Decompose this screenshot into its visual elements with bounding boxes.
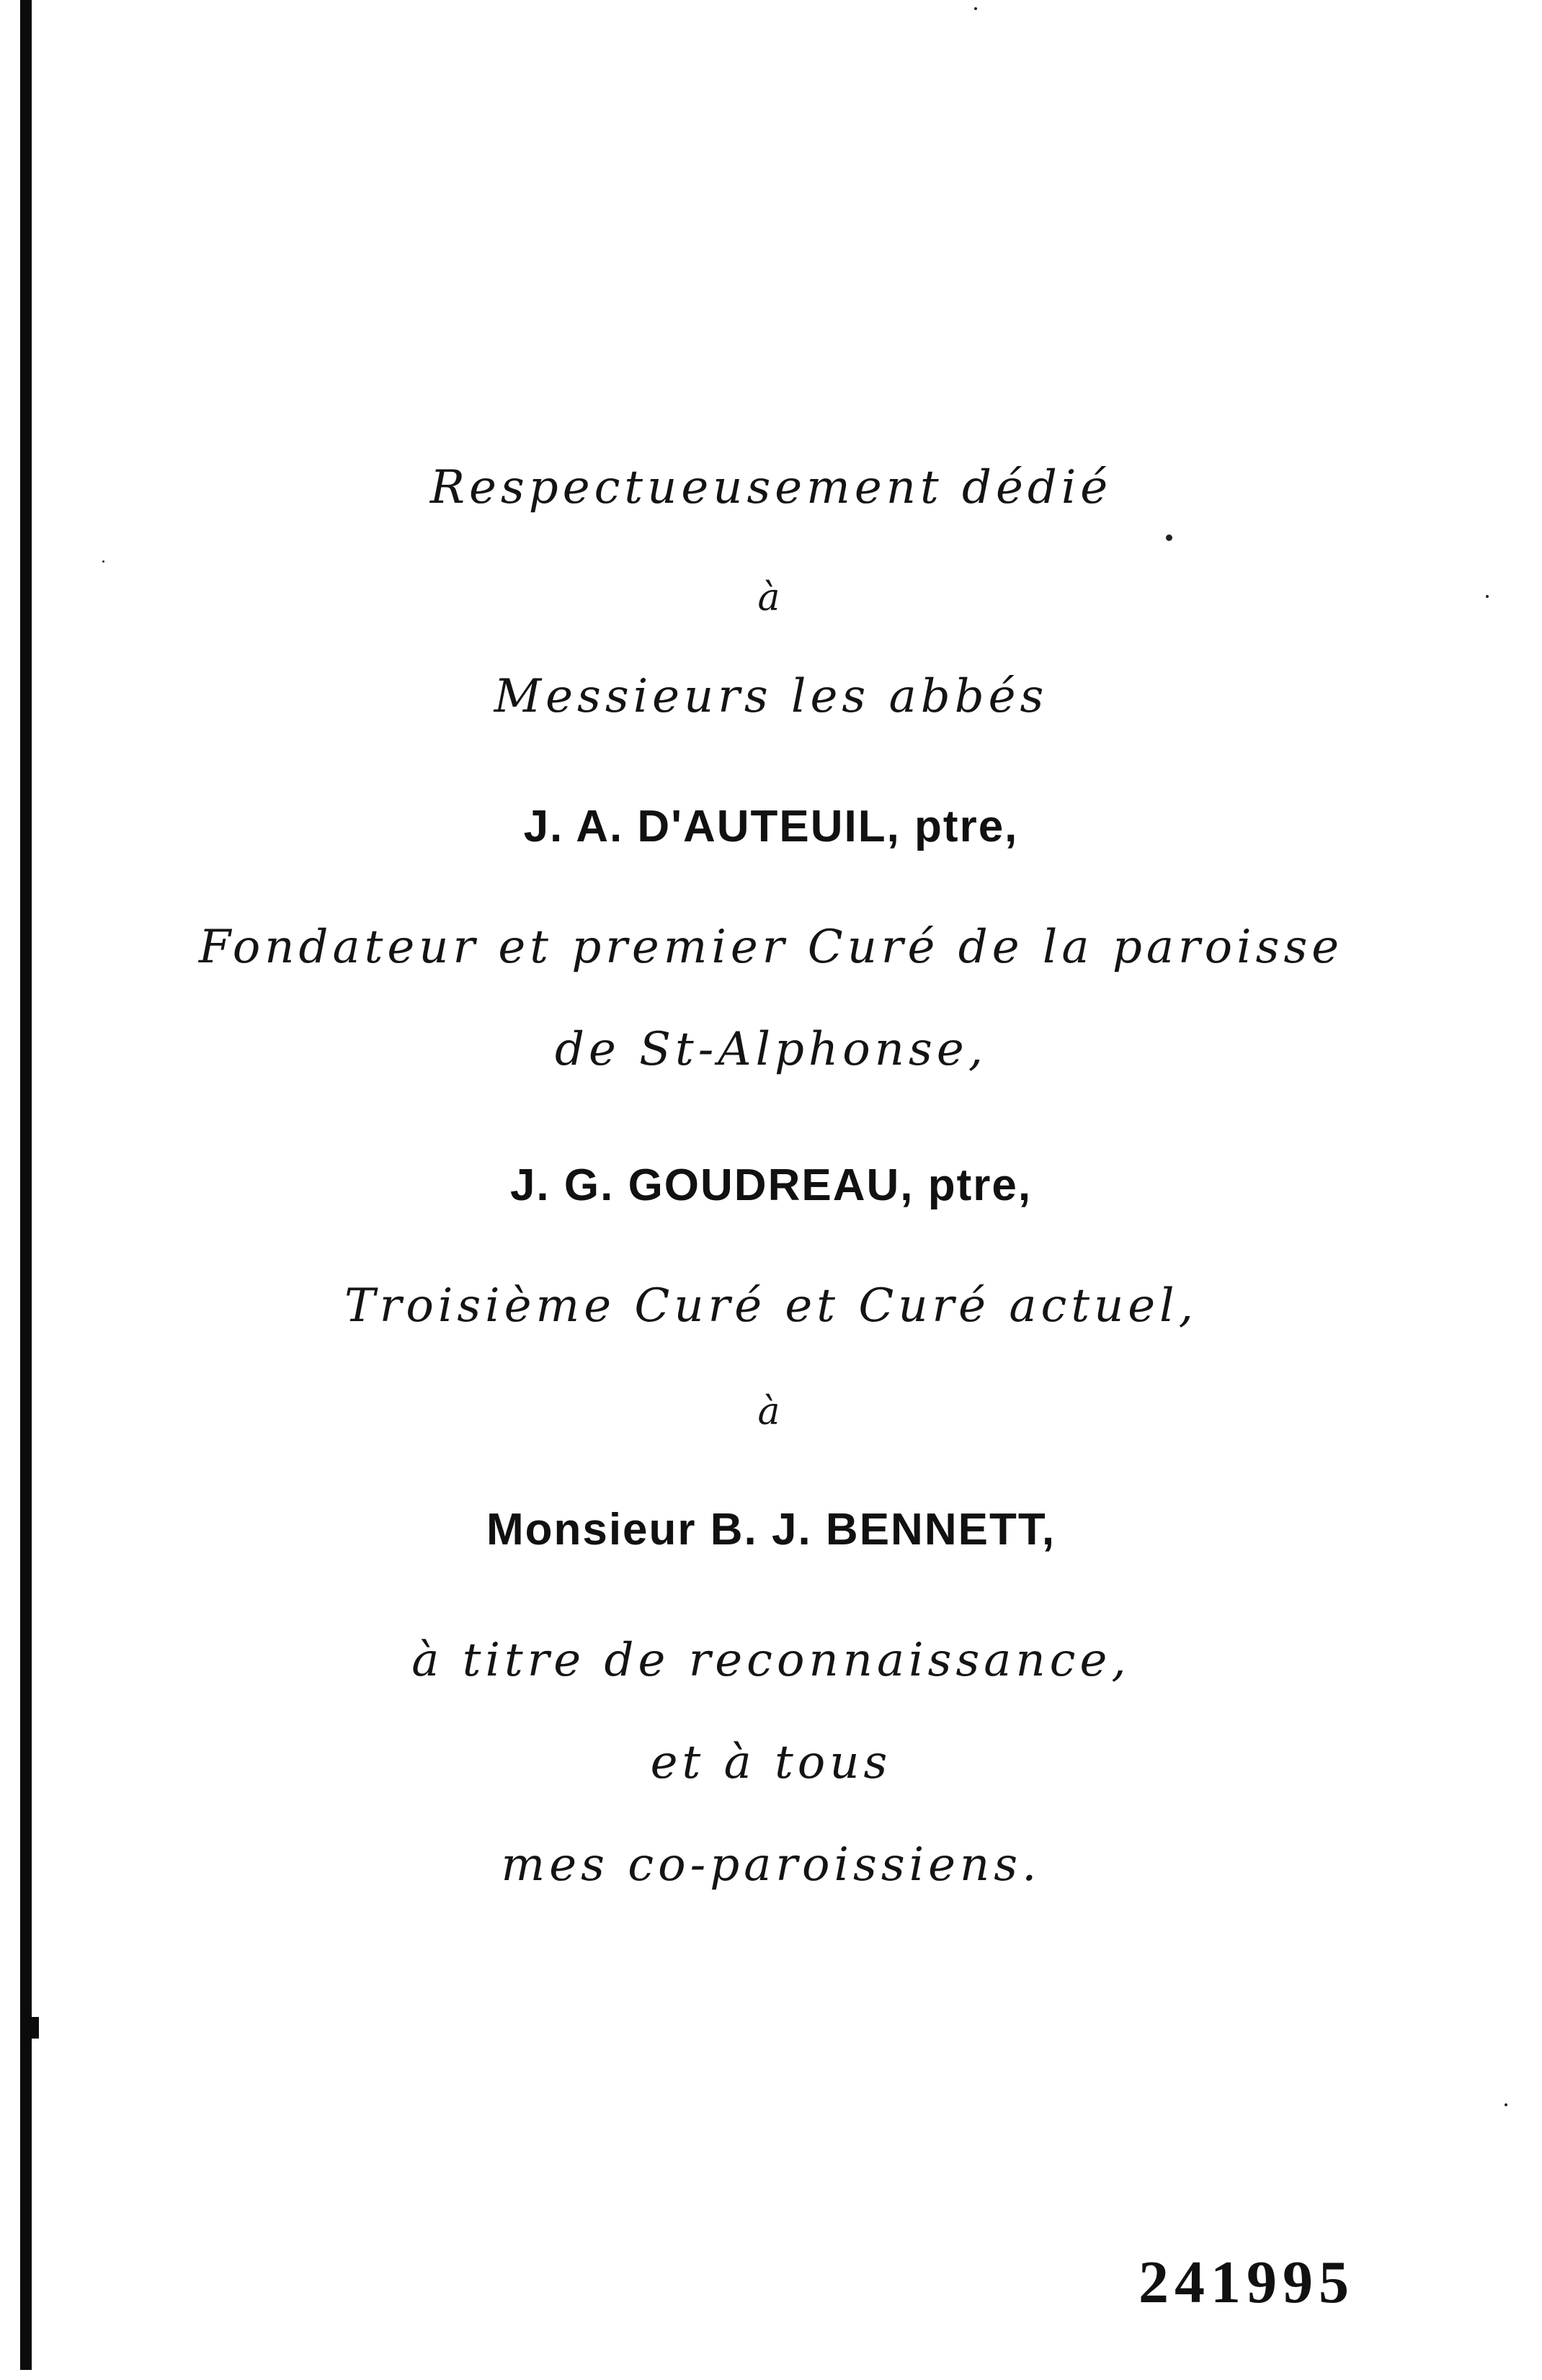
dedication-preposition: à xyxy=(757,576,785,619)
closing-and-all: et à tous xyxy=(650,1736,892,1789)
ink-speck xyxy=(1505,2103,1507,2106)
role-dauteuil-line1: Fondateur et premier Curé de la paroisse xyxy=(198,921,1344,974)
dedication-heading: Respectueusement dédié xyxy=(429,461,1113,514)
name-bennett: Monsieur B. J. BENNETT, xyxy=(486,1505,1056,1554)
dedication-preposition-second: à xyxy=(757,1390,785,1433)
name-goudreau: J. G. GOUDREAU, ptre, xyxy=(509,1160,1033,1210)
role-dauteuil-line2: de St-Alphonse, xyxy=(554,1023,988,1076)
role-goudreau: Troisième Curé et Curé actuel, xyxy=(344,1279,1198,1333)
dedication-addressees: Messieurs les abbés xyxy=(494,670,1048,723)
name-dauteuil: J. A. D'AUTEUIL, ptre, xyxy=(523,802,1019,851)
ink-speck xyxy=(102,560,104,563)
binding-mark xyxy=(32,2017,39,2039)
ink-speck xyxy=(1166,534,1172,541)
ink-speck xyxy=(974,7,977,10)
closing-gratitude: à titre de reconnaissance, xyxy=(411,1634,1131,1687)
archive-number: 241995 xyxy=(1138,2249,1355,2316)
closing-parishioners: mes co-paroissiens. xyxy=(501,1838,1041,1892)
